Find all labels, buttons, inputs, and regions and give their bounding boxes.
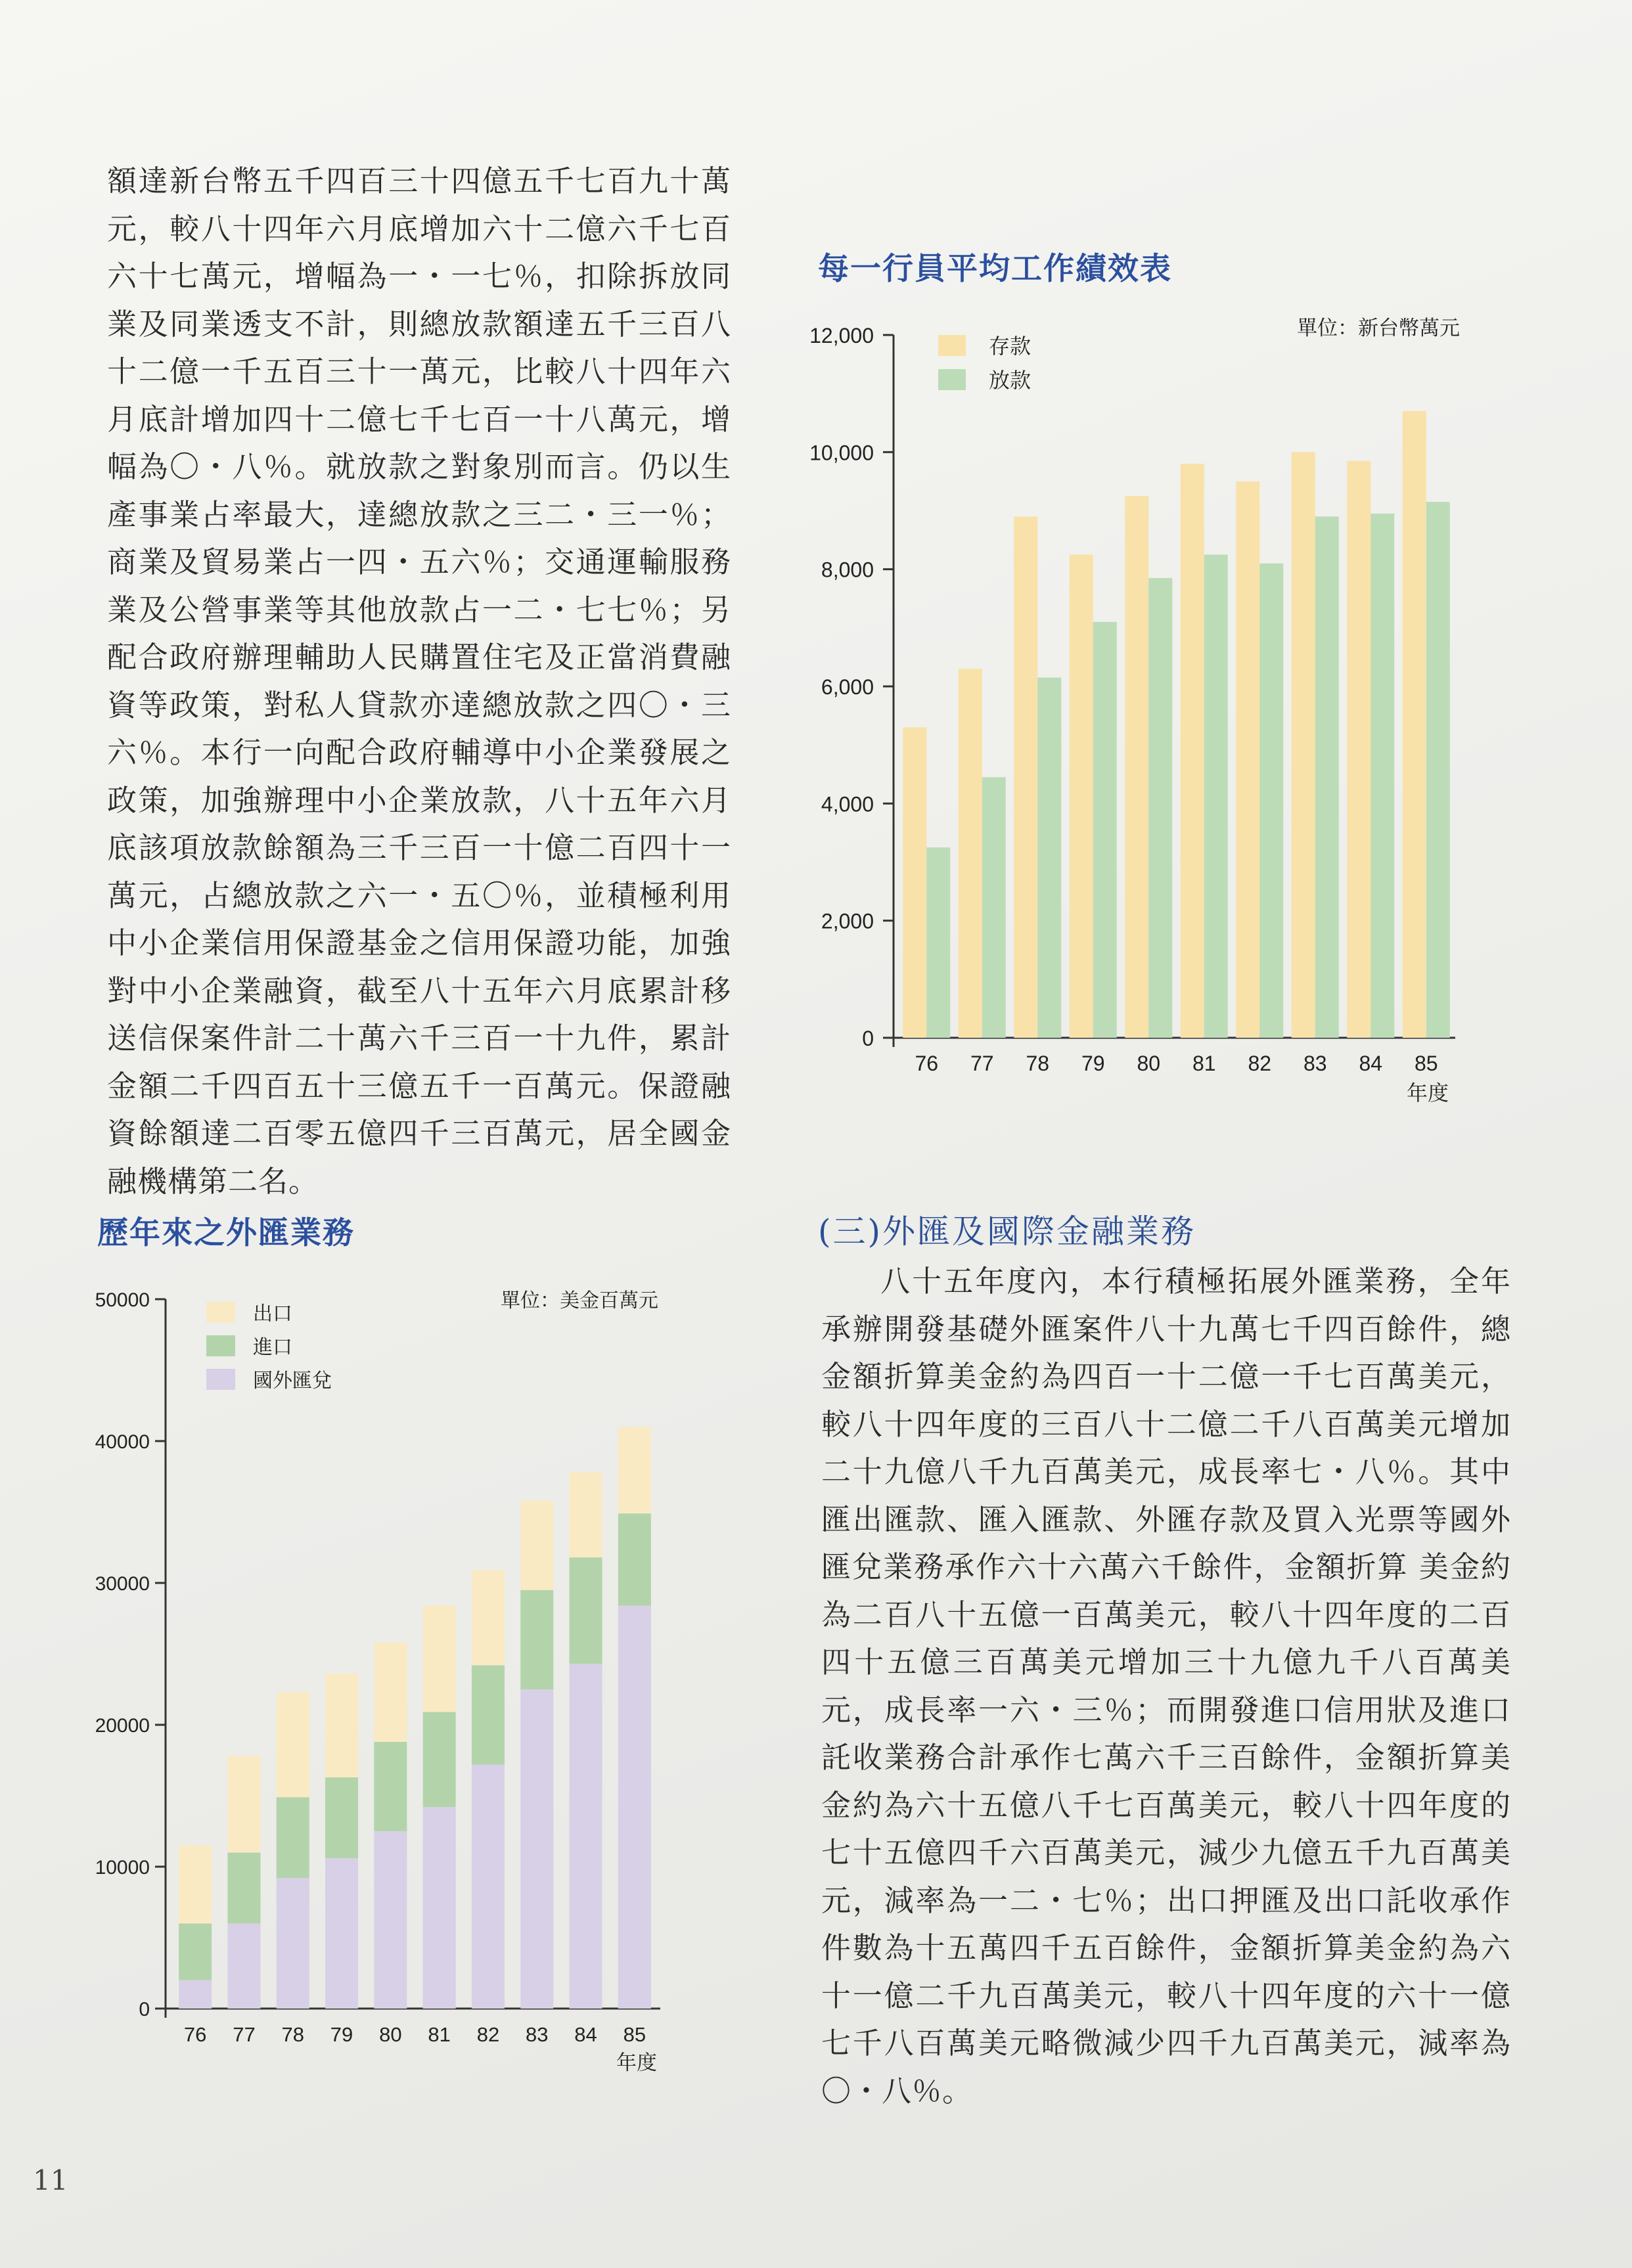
x-tick-label: 78 <box>281 2023 304 2046</box>
y-tick-label: 0 <box>862 1027 874 1050</box>
x-tick-label: 83 <box>1303 1052 1327 1075</box>
x-axis-label: 年度 <box>1406 1080 1449 1105</box>
y-tick-label: 0 <box>139 1999 150 2020</box>
x-tick-label: 80 <box>379 2023 402 2046</box>
x-tick-label: 84 <box>574 2023 597 2046</box>
y-tick-label: 8,000 <box>821 558 874 582</box>
legend-label: 進口 <box>253 1336 292 1359</box>
bar-segment-import <box>374 1742 407 1831</box>
bar-segment-remittance <box>570 1664 602 2009</box>
bar-segment-remittance <box>277 1878 309 2009</box>
unit-label: 單位：美金百萬元 <box>501 1289 658 1312</box>
body-paragraph: 額達新台幣五千四百三十四億五千七百九十萬元，較八十四年六月底增加六十二億六千七百六十七萬元，增幅為一・一七％，扣除拆放同業及同業透支不計，則總放款額達五千三百八十二億一千五百三十一萬元，比較八十四年六月底計增加四十二億七千七百一十八萬元，增幅為〇・八％。就放款之對象別而言。仍以生產事業占率最大，達總放款之三二・三一％；商業及貿易業占一四・五六％；交通運輸服務業及公營事業等其他放款占一二・七七％；另配合政府辦理輔助人民購置住宅及正當消費融資等政策，對私人貸款亦達總放款之四〇・三六％。本行一向配合政府輔導中小企業發展之政策，加強辦理中小企業放款，八十五年六月底該項放款餘額為三千三百一十億二百四十一萬元，占總放款之六一・五〇％，並積極利用中小企業信用保證基金之信用保證功能，加強對中小企業融資，截至八十五年六月底累計移送信保案件計二十萬六千三百一十九件，累計金額二千四百五十三億五千一百萬元。保證融資餘額達二百零五億四千三百萬元，居全國金融機構第二名。 <box>107 164 731 1199</box>
bar-segment-export <box>423 1606 456 1712</box>
legend-swatch <box>206 1335 235 1356</box>
x-tick-label: 79 <box>330 2023 353 2046</box>
bar-segment-export <box>227 1756 260 1853</box>
bar-segment-import <box>179 1923 212 1980</box>
y-tick-label: 2,000 <box>821 909 874 933</box>
bar-segment-import <box>227 1852 260 1923</box>
chart-title-forex: 歷年來之外匯業務 <box>97 1215 355 1251</box>
bar-segment-export <box>325 1674 358 1777</box>
legend-label: 存款 <box>989 334 1031 359</box>
y-tick-label: 10,000 <box>809 441 874 465</box>
x-tick-label: 82 <box>1248 1052 1272 1075</box>
x-tick-label: 81 <box>1192 1052 1216 1075</box>
y-tick-label: 6,000 <box>821 675 874 699</box>
bar-segment-export <box>277 1692 309 1797</box>
legend-swatch <box>206 1369 235 1390</box>
x-tick-label: 84 <box>1359 1052 1383 1075</box>
bar-segment-remittance <box>520 1689 553 2009</box>
bar-segment-import <box>472 1665 505 1764</box>
bar-segment-export <box>472 1570 505 1666</box>
bar-segment-import <box>325 1777 358 1858</box>
x-tick-label: 81 <box>428 2023 451 2046</box>
x-tick-label: 77 <box>970 1052 994 1075</box>
x-tick-label: 85 <box>623 2023 646 2046</box>
chart-title-performance: 每一行員平均工作績效表 <box>818 251 1172 287</box>
bar-segment-remittance <box>423 1807 456 2009</box>
legend-swatch <box>206 1302 235 1323</box>
legend-label: 出口 <box>253 1302 292 1325</box>
unit-label: 單位：新台幣萬元 <box>1297 317 1460 340</box>
y-tick-label: 50000 <box>95 1289 150 1311</box>
bar-segment-export <box>179 1846 212 1924</box>
bar-segment-import <box>423 1712 456 1808</box>
x-tick-label: 79 <box>1081 1052 1105 1075</box>
bar-segment-import <box>570 1557 602 1664</box>
legend-label: 國外匯兌 <box>253 1369 332 1392</box>
x-tick-label: 77 <box>233 2023 256 2046</box>
x-tick-label: 78 <box>1026 1052 1050 1075</box>
bar-segment-export <box>374 1643 407 1742</box>
bar-segment-import <box>277 1797 309 1878</box>
x-tick-label: 76 <box>183 2023 207 2046</box>
y-tick-label: 12,000 <box>809 324 874 347</box>
x-tick-label: 82 <box>476 2023 500 2046</box>
body-paragraph: 八十五年度內，本行積極拓展外匯業務，全年承辦開發基礎外匯案件八十九萬七千四百餘件，總金額折算美金約為四百一十二億一千七百萬美元，較八十四年度的三百八十二億二千八百萬美元增加二十九億八千九百萬美元，成長率七・八％。其中匯出匯款、匯入匯款、外匯存款及買入光票等國外匯兌業務承作六十六萬六千餘件，金額折算 美金約為二百八十五億一百萬美元，較八十四年度的二百四十五億三百萬美元增加三十九億九千八百萬美元，成長率一六・三％；而開發進口信用狀及進口託收業務合計承作七萬六千三百餘件，金額折算美金約為六十五億八千七百萬美元，較八十四年度的七十五億四千六百萬美元，減少九億五千九百萬美元，減率為一二・七％；出口押匯及出口託收承作件數為十五萬四千五百餘件，金額折算美金約為六十一億二千九百萬美元，較八十四年度的六十一億七千八百萬美元略微減少四千九百萬美元，減率為〇・八％。 <box>821 1264 1511 2108</box>
bar-segment-export <box>570 1473 602 1558</box>
bar-segment-remittance <box>227 1923 260 2009</box>
y-tick-label: 20000 <box>95 1715 150 1737</box>
bar-segment-remittance <box>618 1606 651 2009</box>
bar-segment-import <box>618 1513 651 1605</box>
section-heading-forex: (三)外匯及國際金融業務 <box>818 1212 1196 1251</box>
y-tick-label: 40000 <box>95 1431 150 1453</box>
x-tick-label: 80 <box>1137 1052 1161 1075</box>
y-tick-label: 30000 <box>95 1573 150 1595</box>
bar-segment-remittance <box>325 1858 358 2009</box>
bar-segment-remittance <box>179 1980 212 2009</box>
bar-segment-remittance <box>374 1831 407 2009</box>
bar-segment-remittance <box>472 1764 505 2009</box>
page-number: 11 <box>33 2164 68 2196</box>
x-tick-label: 85 <box>1414 1052 1438 1075</box>
bar-segment-export <box>520 1501 553 1590</box>
legend-label: 放款 <box>989 368 1031 393</box>
x-tick-label: 83 <box>526 2023 549 2046</box>
x-tick-label: 76 <box>915 1052 939 1075</box>
y-tick-label: 10000 <box>95 1857 150 1879</box>
x-axis-label: 年度 <box>616 2051 657 2075</box>
bar-segment-export <box>618 1427 651 1513</box>
bar-segment-import <box>520 1590 553 1689</box>
y-tick-label: 4,000 <box>821 792 874 816</box>
